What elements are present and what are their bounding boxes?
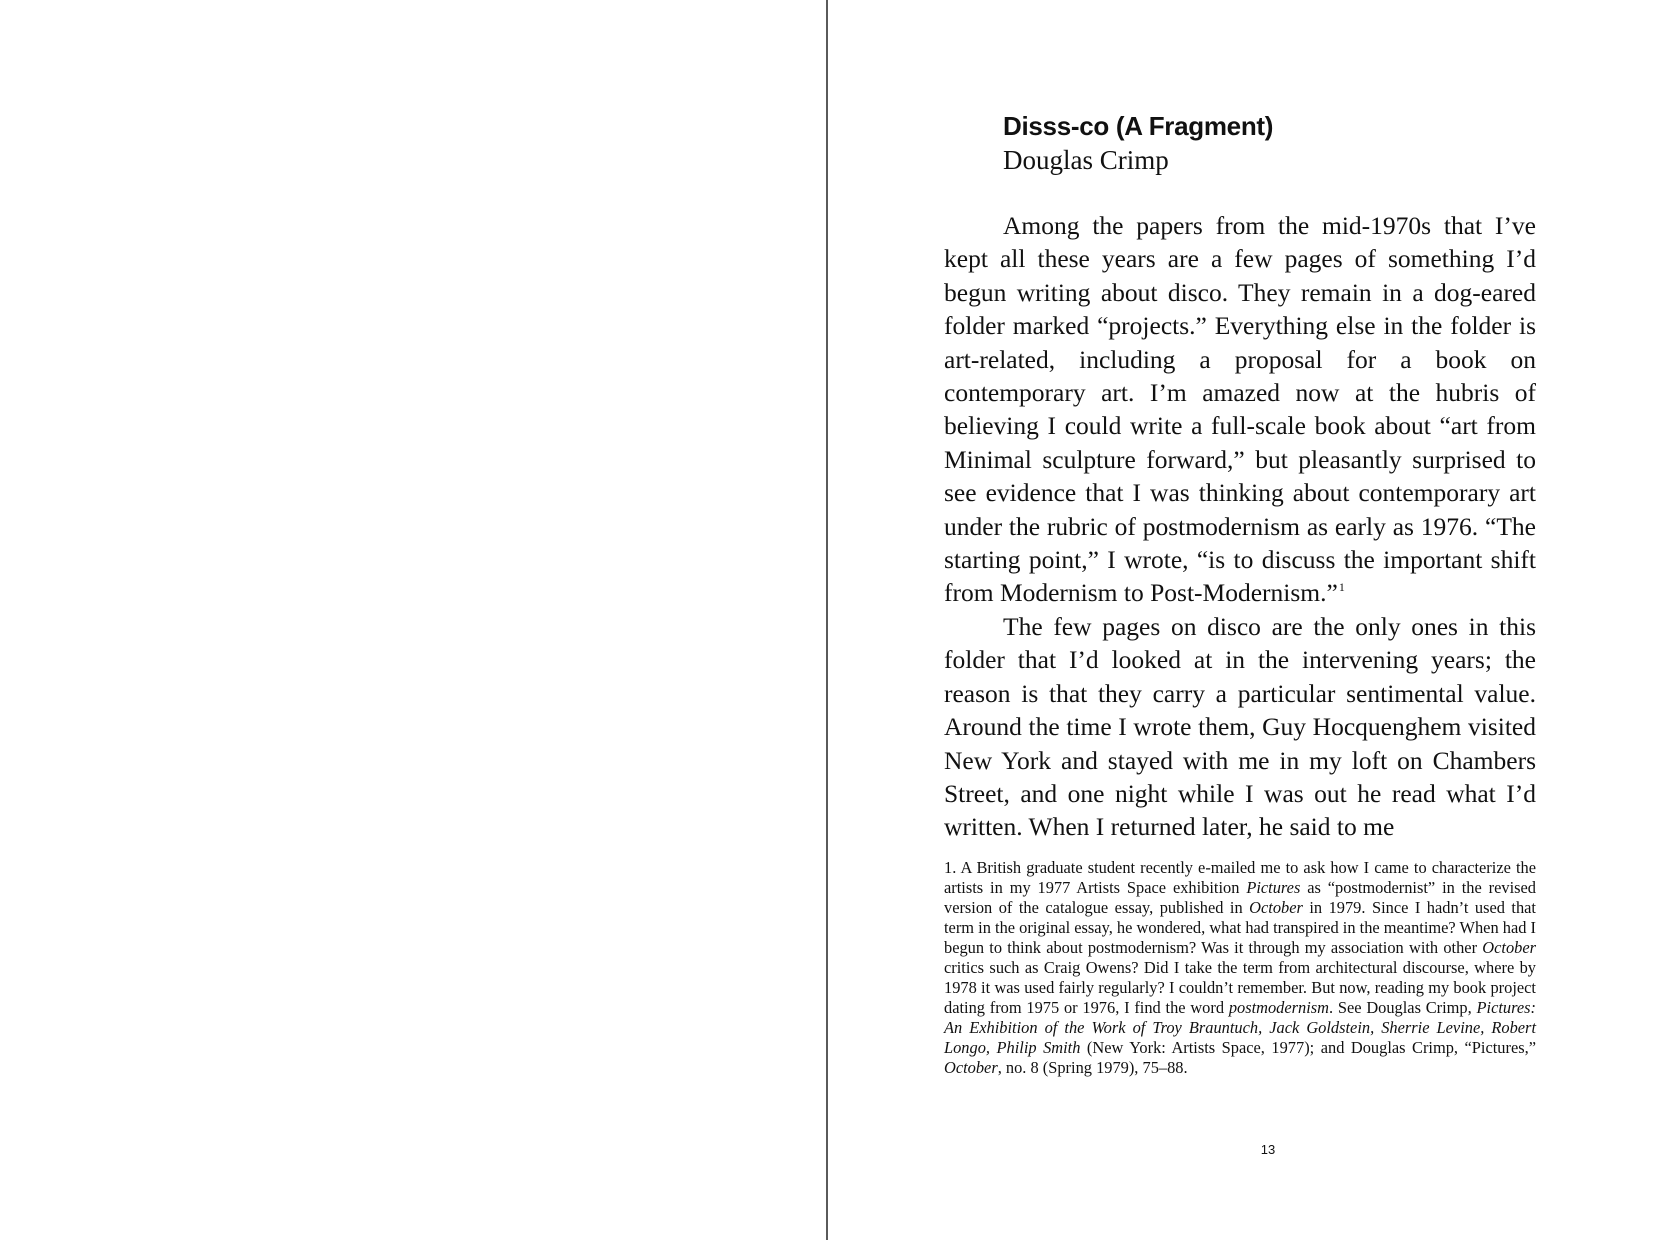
article-title: Disss-co (A Fragment)	[1003, 111, 1274, 141]
footnote-italic-title: October	[1249, 898, 1303, 917]
footnote-text	[944, 858, 1536, 1078]
footnote	[944, 858, 1536, 1078]
body-paragraph	[944, 610, 1536, 844]
footnote-text-run: in 1979. Since I hadn’t used that term in the original essay, he wondered, what had transpired in the meantime? When had I begun to think about postmodernism? Was it through my association with other	[944, 898, 1536, 957]
footnote-italic-term: postmodernism	[1228, 998, 1329, 1017]
footnote-text-run: , no. 8 (Spring 1979), 75–88.	[997, 1058, 1188, 1077]
footnote-text-run: (New York: Artists Space, 1977); and Douglas Crimp, “Pictures,”	[1080, 1038, 1536, 1057]
footnote-italic-title: Pictures: An Exhibition of the Work of Troy Brauntuch, Jack Goldstein, Sherrie Levine, Robert Longo, Philip Smith	[944, 998, 1536, 1057]
article-author: Douglas Crimp	[1003, 145, 1169, 175]
right-page	[828, 0, 1653, 1240]
footnote-italic-title: Pictures	[1246, 878, 1301, 897]
footnote-text-run: . See Douglas Crimp,	[1328, 998, 1477, 1017]
footnote-reference[interactable]: 1	[1338, 580, 1345, 595]
footnote-italic-title: October	[1482, 938, 1536, 957]
footnote-text-run: 1. A British graduate student recently e-mailed me to ask how I came to characterize the artists in my 1977 Artists Space exhibition	[944, 858, 1536, 897]
paragraph-text: The few pages on disco are the only ones in this folder that I’d looked at in the intervening years; the reason is that they carry a particular sentimental value. Around the time I wrote them, Guy Hocquenghem visited New York and stayed with me in my loft on Chambers Street, and one night while I was out he read what I’d written. When I returned later, he said to me	[944, 611, 1536, 842]
body-paragraph	[944, 209, 1536, 610]
footnote-italic-title: October	[944, 1058, 998, 1077]
footnote-text-run: as “postmodernist” in the revised version of the catalogue essay, published in	[944, 878, 1536, 917]
body-text	[944, 209, 1536, 844]
left-page-blank	[0, 0, 826, 1240]
paragraph-text: Among the papers from the mid-1970s that I’ve kept all these years are a few pages of something I’d begun writing about disco. They remain in a dog-eared folder marked “projects.” Everything else in the folder is art-related, including a proposal for a book on contemporary art. I’m amazed now at the hubris of believing I could write a full-scale book about “art from Minimal sculpture forward,” but pleasantly surprised to see evidence that I was thinking about contemporary art under the rubric of postmodernism as early as 1976. “The starting point,” I wrote, “is to discuss the important shift from Modernism to Post-Modernism.”	[944, 211, 1536, 608]
page-number: 13	[1260, 1142, 1276, 1157]
footnote-text-run: critics such as Craig Owens? Did I take the term from architectural discourse, where by 1978 it was used fairly regularly? I couldn’t remember. But now, reading my book project dating from 1975 or 1976, I find the word	[944, 958, 1536, 1017]
